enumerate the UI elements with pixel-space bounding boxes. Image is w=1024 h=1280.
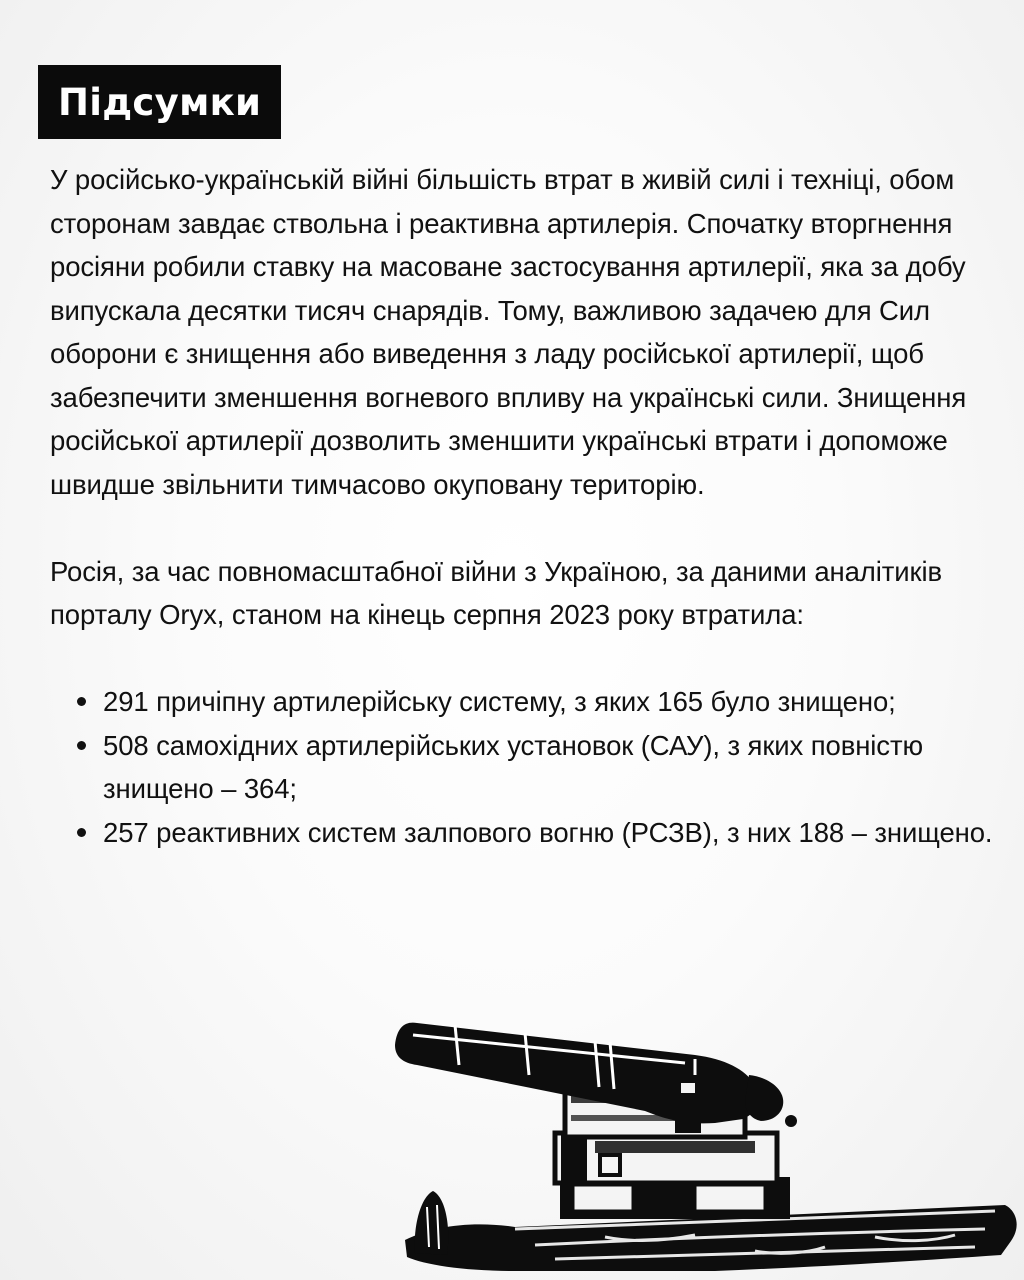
list-item [50, 811, 1000, 855]
list-item [50, 724, 1000, 811]
page-title: Підсумки [58, 80, 262, 124]
article-body [50, 158, 1000, 854]
bullet-icon [77, 828, 86, 837]
list-item [50, 680, 1000, 724]
intro-paragraph: У російсько-українській війні більшість втрат в живій силі і техніці, обом сторонам завдає ствольна і реактивна артилерія. Спочатку вторгнення росіяни робили ставку на масоване застосування артилерії, яка за добу випускала десятки тисяч снарядів. Тому, важливою задачею для Сил оборони є знищення або виведення з ладу російської артилерії, щоб забезпечити зменшення вогневого впливу на українські сили. Знищення російської артилерії дозволить зменшити українські втрати і допоможе швидше звільнити тимчасово окуповану територію. [50, 164, 967, 500]
cannon-illustration [395, 1015, 1024, 1280]
list-item-text: 257 реактивних систем залпового вогню (РСЗВ), з них 188 – знищено. [103, 816, 993, 848]
bullet-icon [77, 741, 86, 750]
title-banner [38, 65, 281, 139]
list-item-text: 508 самохідних артилерійських установок (САУ), з яких повністю знищено – 364; [103, 729, 923, 804]
list-item-text: 291 причіпну артилерійську систему, з яких 165 було знищено; [103, 686, 896, 717]
bullet-icon [77, 697, 86, 706]
losses-paragraph: Росія, за час повномасштабної війни з Україною, за даними аналітиків порталу Oryx, станом на кінець серпня 2023 року втратила: [50, 555, 942, 630]
losses-list [50, 680, 1000, 854]
